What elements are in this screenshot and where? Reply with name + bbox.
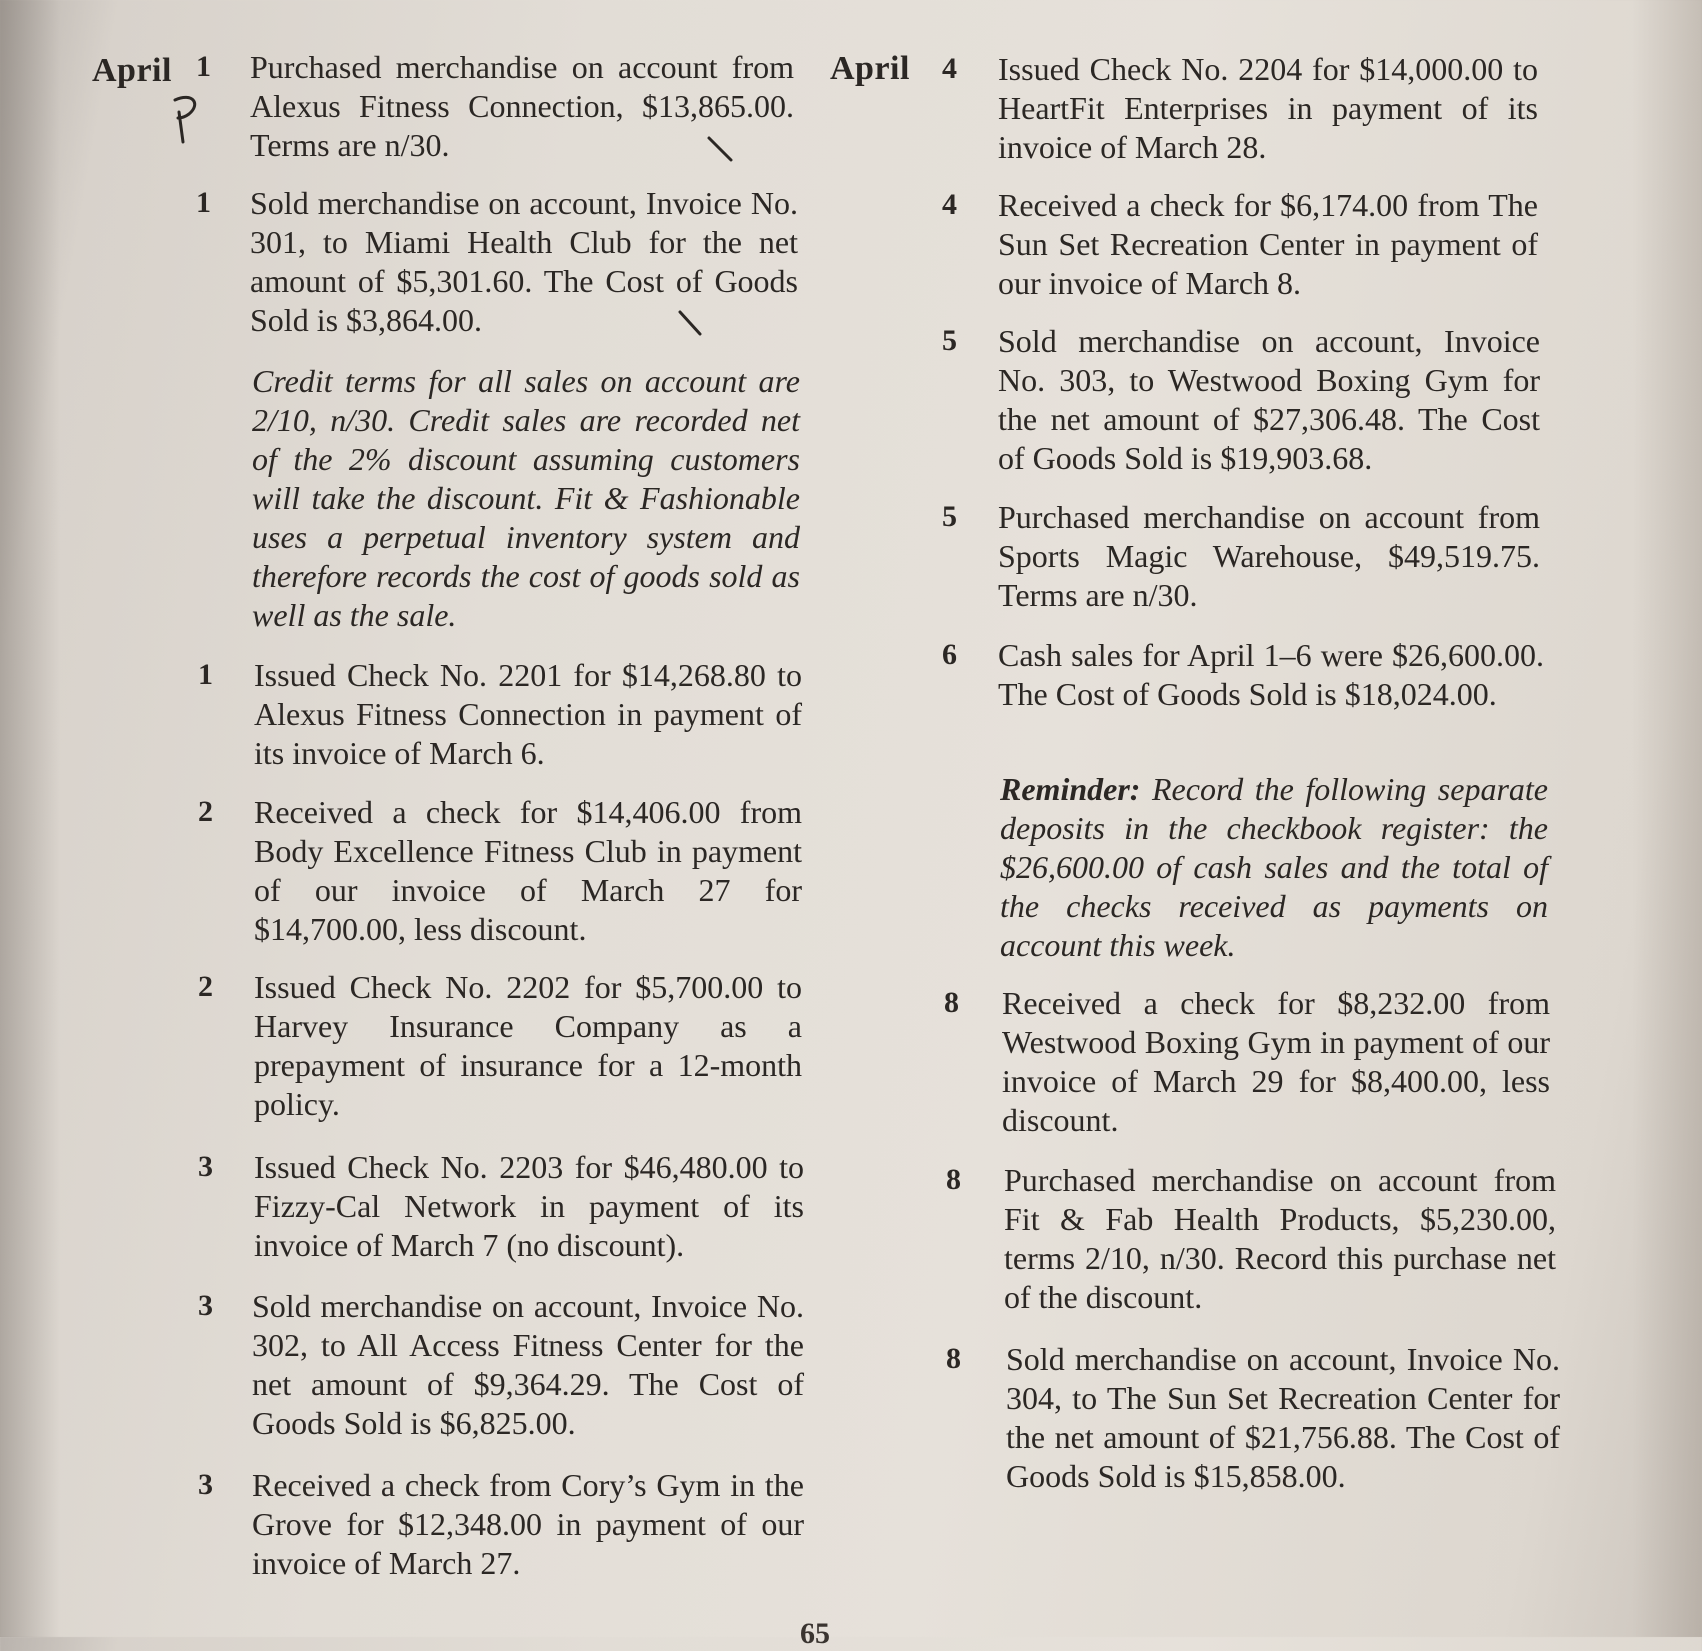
entry-day: 6 bbox=[942, 638, 957, 671]
entry-day: 3 bbox=[198, 1468, 213, 1501]
entry-day: 8 bbox=[944, 986, 959, 1019]
entry-day: 1 bbox=[196, 50, 211, 83]
entry-text: Sold merchandise on account, Invoice No. 304, to The Sun Set Recreation Center for the net amount of $21,756.88. The Cost of Goods Sold is $15,858.00. bbox=[1006, 1341, 1560, 1494]
entry-day: 5 bbox=[942, 500, 957, 533]
entry-text: Received a check for $6,174.00 from The Sun Set Recreation Center in payment of our invoice of March 8. bbox=[998, 187, 1538, 301]
handwritten-p-mark bbox=[165, 90, 205, 150]
entry-day: 8 bbox=[946, 1342, 961, 1375]
entry-text: Sold merchandise on account, Invoice No. 303, to Westwood Boxing Gym for the net amount of $27,306.48. The Cost of Goods Sold is $19,903.68. bbox=[998, 323, 1540, 476]
entry-text: Received a check from Cory’s Gym in the Grove for $12,348.00 in payment of our invoice of March 27. bbox=[252, 1467, 804, 1581]
page-number: 65 bbox=[800, 1617, 830, 1650]
note-text: Credit terms for all sales on account are 2/10, n/30. Credit sales are recorded net of the 2% discount assuming customers will take the discount. Fit & Fashionable uses a perpetual inventory system and therefore records the cost of goods sold as well as the sale. bbox=[252, 363, 800, 633]
month-label: April bbox=[92, 52, 172, 89]
entry-day: 3 bbox=[198, 1289, 213, 1322]
reminder-body: Record the following separate deposits in the checkbook register: the $26,600.00 of cash sales and the total of the checks received as payments on account this week. bbox=[1000, 771, 1549, 963]
page-shadow-right bbox=[1632, 0, 1702, 1637]
month-label: April bbox=[830, 50, 910, 87]
entry-day: 2 bbox=[198, 970, 213, 1003]
reminder-label: Reminder: bbox=[1000, 771, 1141, 807]
check-mark bbox=[705, 134, 741, 166]
entry-day: 5 bbox=[942, 324, 957, 357]
entry-text: Issued Check No. 2204 for $14,000.00 to HeartFit Enterprises in payment of its invoice of March 28. bbox=[998, 51, 1538, 165]
entry-text: Received a check for $14,406.00 from Body Excellence Fitness Club in payment of our invoice of March 27 for $14,700.00, less discount. bbox=[254, 794, 802, 947]
entry-text: Purchased merchandise on account from Fit & Fab Health Products, $5,230.00, terms 2/10, n/30. Record this purchase net of the discount. bbox=[1004, 1162, 1556, 1315]
entry-day: 1 bbox=[196, 186, 211, 219]
entry-text: Cash sales for April 1–6 were $26,600.00. The Cost of Goods Sold is $18,024.00. bbox=[998, 637, 1544, 712]
entry-text: Purchased merchandise on account from Sports Magic Warehouse, $49,519.75. Terms are n/30. bbox=[998, 499, 1540, 613]
entry-day: 3 bbox=[198, 1150, 213, 1183]
entry-text: Purchased merchandise on account from Alexus Fitness Connection, $13,865.00. Terms are n/30. bbox=[250, 49, 794, 163]
entry-day: 1 bbox=[198, 658, 213, 691]
entry-day: 4 bbox=[942, 52, 957, 85]
entry-day: 8 bbox=[946, 1163, 961, 1196]
entry-text: Received a check for $8,232.00 from Westwood Boxing Gym in payment of our invoice of March 29 for $8,400.00, less discount. bbox=[1002, 985, 1550, 1138]
entry-text: Sold merchandise on account, Invoice No. 301, to Miami Health Club for the net amount of $5,301.60. The Cost of Goods Sold is $3,864.00. bbox=[250, 185, 798, 338]
reminder-text bbox=[1000, 770, 1548, 965]
entry-day: 2 bbox=[198, 795, 213, 828]
entry-day: 4 bbox=[942, 188, 957, 221]
entry-text: Issued Check No. 2202 for $5,700.00 to Harvey Insurance Company as a prepayment of insurance for a 12-month policy. bbox=[254, 969, 802, 1122]
entry-text: Sold merchandise on account, Invoice No. 302, to All Access Fitness Center for the net amount of $9,364.29. The Cost of Goods Sold is $6,825.00. bbox=[252, 1288, 804, 1441]
entry-text: Issued Check No. 2203 for $46,480.00 to Fizzy-Cal Network in payment of its invoice of March 7 (no discount). bbox=[254, 1149, 804, 1263]
entry-text: Issued Check No. 2201 for $14,268.80 to Alexus Fitness Connection in payment of its invoice of March 6. bbox=[254, 657, 802, 771]
page-shadow-left bbox=[0, 0, 60, 1637]
check-mark bbox=[676, 308, 712, 340]
